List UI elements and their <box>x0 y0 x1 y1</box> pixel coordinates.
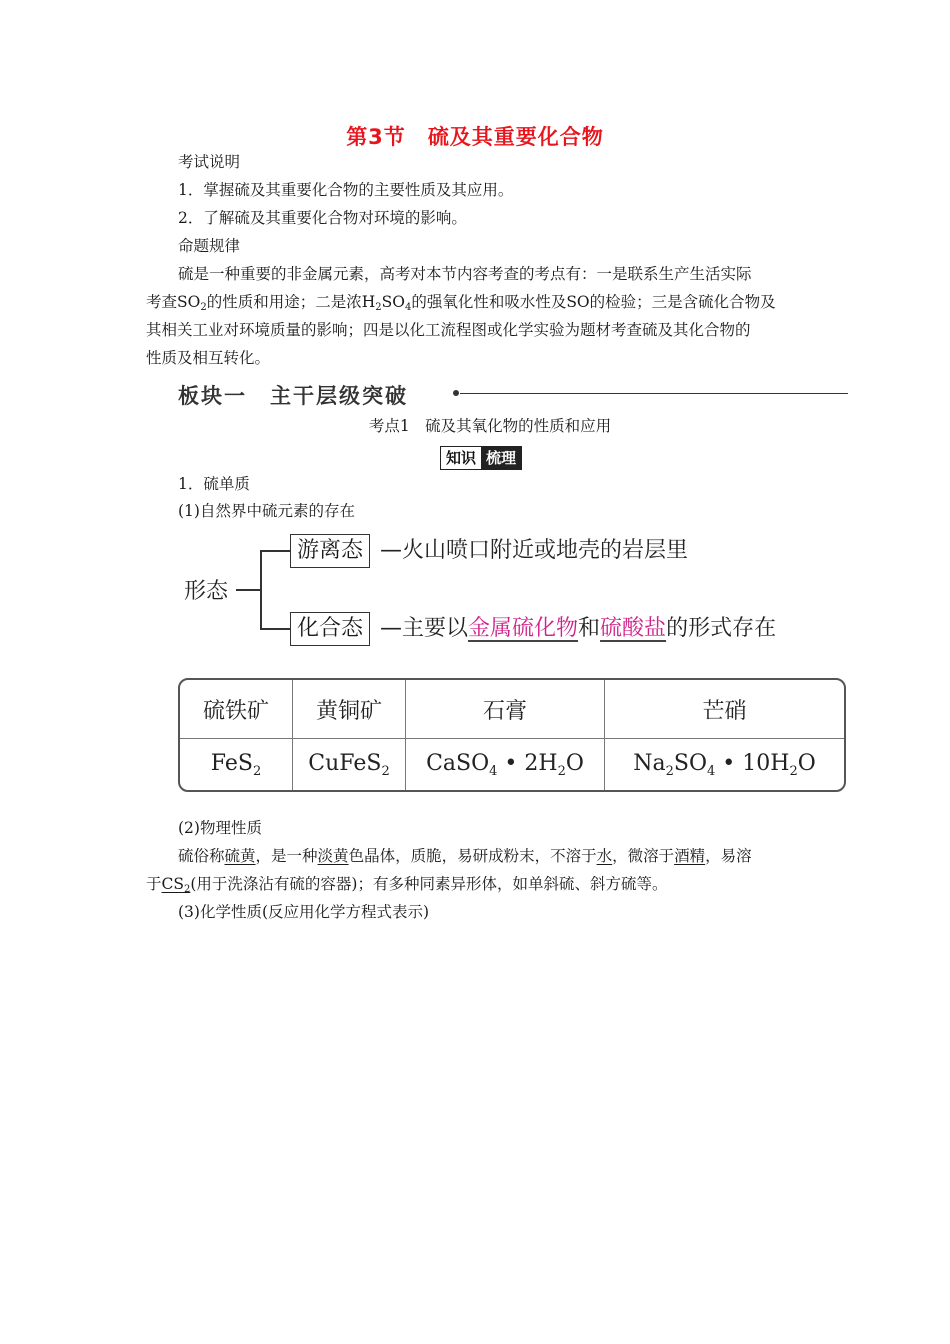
section-banner: 板块一 主干层级突破 <box>178 384 408 408</box>
rule-line-3: 其相关工业对环境质量的影响；四是以化工流程图或化学实验为题材考查硫及其化合物的 <box>146 321 751 339</box>
diagram-branch-bottom <box>260 628 290 630</box>
combined-state-box: 化合态 <box>290 612 370 646</box>
section-number: 第3节 <box>346 125 406 149</box>
ore-formula-row <box>180 739 844 790</box>
exam-item-2: 2．了解硫及其重要化合物对环境的影响。 <box>178 209 467 227</box>
ore-formula: FeS$_2$ <box>180 739 293 790</box>
exam-heading: 考试说明 <box>178 153 241 171</box>
section-title: 硫及其重要化合物 <box>427 125 604 149</box>
ore-formula: $Na_2SO_4$ • $10H_2O$ <box>633 750 816 779</box>
metal-sulfide-term: 金属硫化物 <box>468 616 579 641</box>
section-dot <box>453 390 459 396</box>
ore-name: 黄铜矿 <box>293 680 406 739</box>
diagram-root-label: 形态 <box>184 579 229 604</box>
chemical-heading: (3)化学性质(反应用化学方程式表示) <box>178 903 430 921</box>
rule-line-2: 考查$SO_2$的性质和用途；二是浓$H_2SO_4$的强氧化性和吸水性及SO的检验；三是含硫化合物及 <box>146 293 776 313</box>
ore-name: 硫铁矿 <box>180 680 293 739</box>
existence-heading: (1)自然界中硫元素的存在 <box>178 502 355 520</box>
combined-state-text: —主要以金属硫化物和硫酸盐的形式存在 <box>380 616 777 641</box>
page-title <box>0 121 950 151</box>
ore-formula: CuFeS$_2$ <box>293 739 406 790</box>
ore-name: 石膏 <box>406 680 605 739</box>
ore-table <box>178 678 846 792</box>
exam-item-1: 1．掌握硫及其重要化合物的主要性质及其应用。 <box>178 181 514 199</box>
physical-heading: (2)物理性质 <box>178 819 262 837</box>
free-state-text: —火山喷口附近或地壳的岩层里 <box>380 538 689 563</box>
rule-heading: 命题规律 <box>178 237 241 255</box>
sulfate-term: 硫酸盐 <box>600 616 667 641</box>
physical-line-2: 于$CS_2$(用于洗涤沾有硫的容器)；有多种同素异形体，如单斜硫、斜方硫等。 <box>146 875 668 895</box>
badge-left: 知识 <box>441 447 481 469</box>
knowledge-badge <box>440 446 522 470</box>
diagram-branch-top <box>260 550 290 552</box>
section-divider <box>460 393 848 394</box>
sulfur-heading: 1．硫单质 <box>178 475 250 493</box>
ore-name: 芒硝 <box>605 680 844 739</box>
ore-formula: CaSO$_4$ • $2H_2O$ <box>406 739 605 790</box>
physical-line-1: 硫俗称硫黄，是一种淡黄色晶体，质脆，易研成粉末，不溶于水，微溶于酒精，易溶 <box>178 847 752 865</box>
badge-right: 梳理 <box>481 447 521 469</box>
diagram-connector <box>236 589 261 591</box>
rule-line-1: 硫是一种重要的非金属元素，高考对本节内容考查的考点有：一是联系生产生活实际 <box>178 265 752 283</box>
ore-name-row <box>180 680 844 739</box>
free-state-box: 游离态 <box>290 534 370 568</box>
diagram-bracket <box>260 550 262 629</box>
rule-line-4: 性质及相互转化。 <box>146 349 271 367</box>
kaodian-heading: 考点1 硫及其氧化物的性质和应用 <box>368 417 612 435</box>
